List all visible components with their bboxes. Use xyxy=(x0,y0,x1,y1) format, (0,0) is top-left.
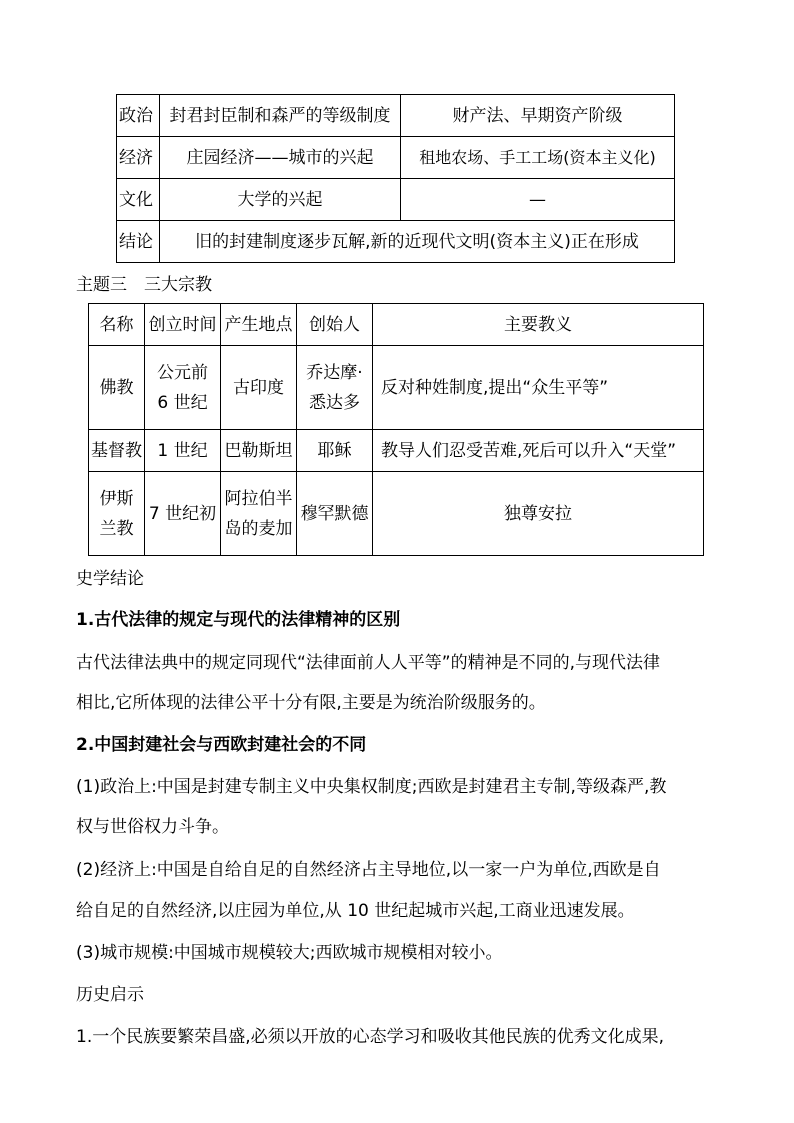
paragraph-line: (1)政治上:中国是封建专制主义中央集权制度;西欧是封建君主专制,等级森严,教 xyxy=(76,777,667,797)
table-cell: 伊斯 兰教 xyxy=(89,472,145,556)
section-heading: 主题三 三大宗教 xyxy=(76,275,212,295)
conclusion-heading: 史学结论 xyxy=(76,569,144,589)
table-cell: 庄园经济——城市的兴起 xyxy=(160,137,401,179)
enlightenment-heading: 历史启示 xyxy=(76,985,144,1005)
table-cell: 古印度 xyxy=(221,346,297,430)
table-cell: 租地农场、手工工场(资本主义化) xyxy=(401,137,675,179)
table-cell: — xyxy=(401,179,675,221)
table-row xyxy=(89,346,704,430)
table-cell: 1 世纪 xyxy=(145,430,221,472)
table-cell: 大学的兴起 xyxy=(160,179,401,221)
table-cell: 耶稣 xyxy=(297,430,373,472)
row-label: 结论 xyxy=(117,221,160,263)
row-label: 经济 xyxy=(117,137,160,179)
paragraph-line: 相比,它所体现的法律公平十分有限,主要是为统治阶级服务的。 xyxy=(76,693,546,713)
table-cell: 旧的封建制度逐步瓦解,新的近现代文明(资本主义)正在形成 xyxy=(160,221,675,263)
table-row xyxy=(117,221,675,263)
table-cell: 基督教 xyxy=(89,430,145,472)
table-row xyxy=(117,137,675,179)
paragraph-line: 古代法律法典中的规定同现代“法律面前人人平等”的精神是不同的,与现代法律 xyxy=(76,653,661,673)
table-header-row xyxy=(89,304,704,346)
table-row xyxy=(89,430,704,472)
table-cell: 反对种姓制度,提出“众生平等” xyxy=(373,346,704,430)
table-cell: 巴勒斯坦 xyxy=(221,430,297,472)
table-row xyxy=(89,472,704,556)
table-cell: 佛教 xyxy=(89,346,145,430)
table-row xyxy=(117,179,675,221)
table-cell: 阿拉伯半 岛的麦加 xyxy=(221,472,297,556)
table-cell: 公元前 6 世纪 xyxy=(145,346,221,430)
table-cell: 独尊安拉 xyxy=(373,472,704,556)
table-cell: 财产法、早期资产阶级 xyxy=(401,95,675,137)
paragraph-line: 权与世俗权力斗争。 xyxy=(76,817,229,837)
paragraph-line: 给自足的自然经济,以庄园为单位,从 10 世纪起城市兴起,工商业迅速发展。 xyxy=(76,901,635,921)
table-cell: 教导人们忍受苦难,死后可以升入“天堂” xyxy=(373,430,704,472)
table-cell: 乔达摩· 悉达多 xyxy=(297,346,373,430)
column-header: 创立时间 xyxy=(145,304,221,346)
paragraph-line: 1.一个民族要繁荣昌盛,必须以开放的心态学习和吸收其他民族的优秀文化成果, xyxy=(76,1027,665,1047)
table-cell: 封君封臣制和森严的等级制度 xyxy=(160,95,401,137)
column-header: 名称 xyxy=(89,304,145,346)
religions-table xyxy=(88,303,704,556)
column-header: 产生地点 xyxy=(221,304,297,346)
civilization-table xyxy=(116,94,675,263)
table-row xyxy=(117,95,675,137)
table-cell: 穆罕默德 xyxy=(297,472,373,556)
point-2-title: 2.中国封建社会与西欧封建社会的不同 xyxy=(76,735,367,755)
table-cell: 7 世纪初 xyxy=(145,472,221,556)
paragraph-line: (2)经济上:中国是自给自足的自然经济占主导地位,以一家一户为单位,西欧是自 xyxy=(76,860,661,880)
point-1-title: 1.古代法律的规定与现代的法律精神的区别 xyxy=(76,610,401,630)
row-label: 文化 xyxy=(117,179,160,221)
column-header: 创始人 xyxy=(297,304,373,346)
row-label: 政治 xyxy=(117,95,160,137)
column-header: 主要教义 xyxy=(373,304,704,346)
paragraph-line: (3)城市规模:中国城市规模较大;西欧城市规模相对较小。 xyxy=(76,943,503,963)
